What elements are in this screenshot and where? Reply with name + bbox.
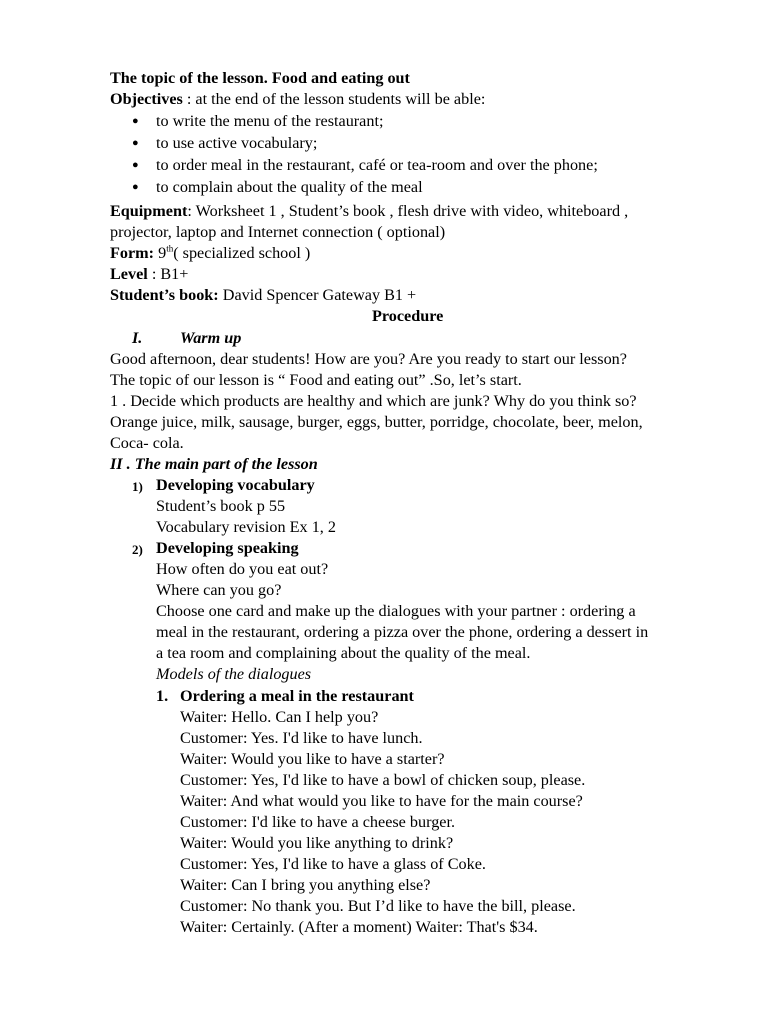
section-line: Vocabulary revision Ex 1, 2: [156, 518, 336, 536]
dialogue-line: Waiter: Certainly. (After a moment) Waiter: That's $34.: [180, 918, 538, 936]
equipment-line-2: projector, laptop and Internet connection ( optional): [110, 223, 446, 241]
section-line: Student’s book p 55: [156, 497, 286, 515]
lesson-topic: The topic of the lesson. Food and eating out: [110, 69, 410, 87]
warmup-heading: Warm up: [180, 329, 242, 347]
objectives-line: Objectives : at the end of the lesson students will be able:: [110, 90, 486, 108]
dialogue-line: Waiter: Hello. Can I help you?: [180, 708, 379, 726]
models-heading: Models of the dialogues: [156, 665, 312, 683]
equipment-line: Equipment: Worksheet 1 , Student’s book , flesh drive with video, whiteboard ,: [110, 202, 629, 220]
dialogue-line: Customer: Yes, I'd like to have a glass of Coke.: [180, 855, 486, 873]
dialogue-heading: Ordering a meal in the restaurant: [180, 687, 414, 705]
section-line: Where can you go?: [156, 581, 282, 599]
dialogue-line: Waiter: Would you like anything to drink?: [180, 834, 454, 852]
bullet-icon: ●: [132, 159, 139, 171]
objectives-label: Objectives: [110, 90, 183, 108]
level-line: Level : B1+: [110, 265, 189, 283]
objective-item: to write the menu of the restaurant;: [156, 112, 384, 130]
dialogue-line: Customer: Yes, I'd like to have a bowl of chicken soup, please.: [180, 771, 586, 789]
section-line: meal in the restaurant, ordering a pizza over the phone, ordering a dessert in: [156, 623, 649, 641]
objective-item: to complain about the quality of the meal: [156, 178, 423, 196]
dialogue-number: 1.: [156, 687, 169, 705]
warmup-line: Coca- cola.: [110, 434, 184, 452]
section-heading-vocabulary: Developing vocabulary: [156, 476, 315, 494]
warmup-line: The topic of our lesson is “ Food and eating out” .So, let’s start.: [110, 371, 522, 389]
warmup-numeral: I.: [132, 329, 143, 347]
dialogue-line: Customer: No thank you. But I’d like to have the bill, please.: [180, 897, 576, 915]
warmup-line: Good afternoon, dear students! How are you? Are you ready to start our lesson?: [110, 350, 627, 368]
main-part-heading: II . The main part of the lesson: [110, 455, 318, 473]
warmup-line: Orange juice, milk, sausage, burger, eggs, butter, porridge, chocolate, beer, melon,: [110, 413, 643, 431]
dialogue-line: Waiter: And what would you like to have for the main course?: [180, 792, 583, 810]
bullet-icon: ●: [132, 115, 139, 127]
dialogue-line: Waiter: Can I bring you anything else?: [180, 876, 431, 894]
objective-item: to order meal in the restaurant, café or tea-room and over the phone;: [156, 156, 598, 174]
section-number: 2): [132, 542, 143, 557]
section-line: a tea room and complaining about the quality of the meal.: [156, 644, 531, 662]
section-number: 1): [132, 479, 143, 494]
bullet-icon: ●: [132, 137, 139, 149]
section-line: How often do you eat out?: [156, 560, 329, 578]
procedure-heading: Procedure: [372, 307, 444, 325]
students-book-line: Student’s book: David Spencer Gateway B1 +: [110, 286, 417, 304]
bullet-icon: ●: [132, 181, 139, 193]
dialogue-line: Customer: Yes. I'd like to have lunch.: [180, 729, 423, 747]
dialogue-line: Customer: I'd like to have a cheese burger.: [180, 813, 456, 831]
objective-item: to use active vocabulary;: [156, 134, 318, 152]
section-line: Choose one card and make up the dialogues with your partner : ordering a: [156, 602, 636, 620]
form-line: Form: 9th( specialized school ): [110, 243, 311, 262]
warmup-line: 1 . Decide which products are healthy and which are junk? Why do you think so?: [110, 392, 637, 410]
section-heading-speaking: Developing speaking: [156, 539, 299, 557]
dialogue-line: Waiter: Would you like to have a starter?: [180, 750, 445, 768]
